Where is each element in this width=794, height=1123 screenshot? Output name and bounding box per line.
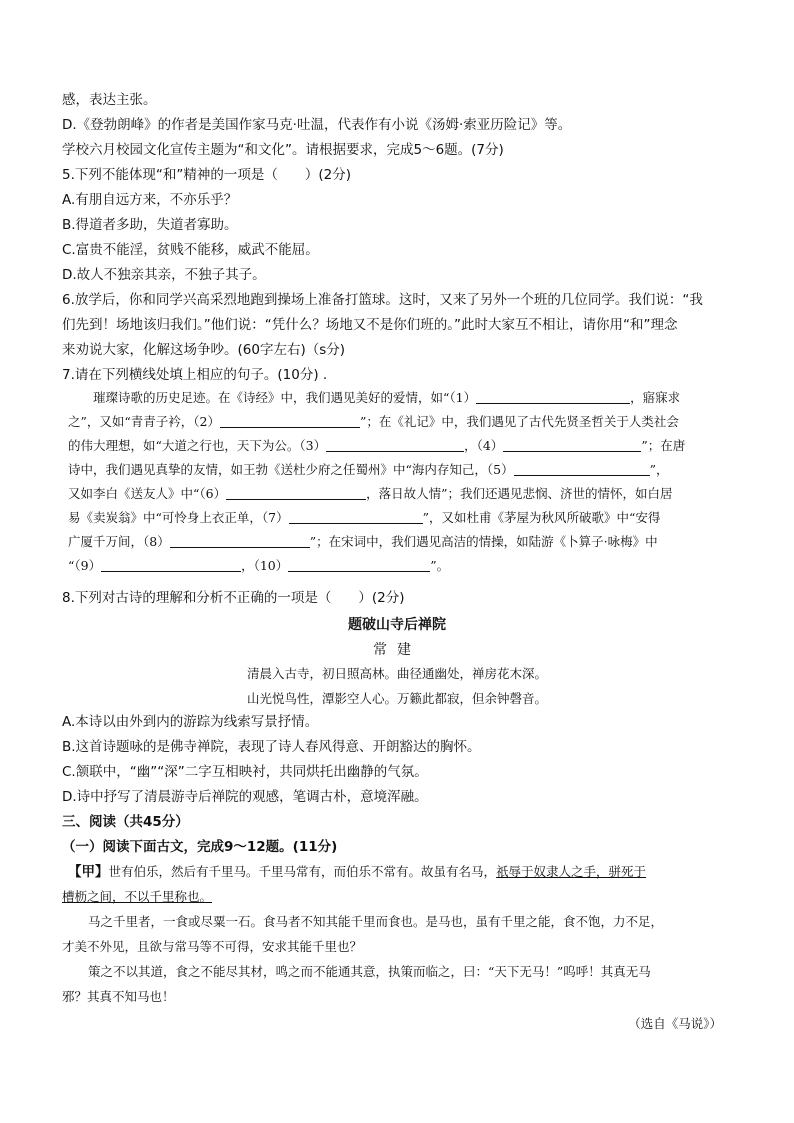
answer-blank-6[interactable]	[226, 485, 366, 500]
passage-text: 之”，又如“青青子衿，（2）	[68, 414, 220, 429]
question-5: 5.下列不能体现“和”精神的一项是（ ）(2分)	[62, 167, 351, 183]
poem-line-1: 清晨入古寺，初日照高林。曲径通幽处，禅房花木深。	[246, 666, 547, 681]
text-line: 感，表达主张。	[62, 92, 157, 108]
passage-text: ”，又如杜甫《茅屋为秋风所破歌》中“安得	[422, 510, 661, 525]
answer-blank-1[interactable]	[476, 389, 630, 404]
passage-text: ，寤寐求	[630, 390, 681, 405]
question-5-option-d: D.故人不独亲其亲，不独子其子。	[62, 267, 266, 283]
passage-text: ”。	[430, 558, 450, 573]
passage-line-6: 邪？其真不知马也！	[62, 989, 175, 1004]
question-6-line-3: 来劝说大家，化解这场争吵。(60字左右)（s分)	[62, 342, 346, 358]
underlined-text: 祇辱于奴隶人之手，骈死于	[496, 864, 647, 879]
answer-blank-9[interactable]	[101, 557, 241, 572]
section-intro: 学校六月校园文化宣传主题为“和文化”。请根据要求，完成5～6题。(7分)	[62, 142, 504, 158]
question-6-line-1: 6.放学后，你和同学兴高采烈地跑到操场上准备打篮球。这时，又来了另外一个班的几位同学。我们说：“我	[62, 292, 703, 308]
passage-line-2	[62, 887, 212, 907]
option-d-previous: D.《登勃朗峰》的作者是美国作家马克·吐温，代表作有小说《汤姆·索亚历险记》等。	[62, 117, 572, 133]
passage-text: 世有伯乐，然后有千里马。千里马常有，而伯乐不常有。故虽有名马，	[108, 864, 497, 879]
question-6-line-2: 们先到！场地该归我们。”他们说：“凭什么？场地又不是你们班的。”此时大家互不相让，请你用“和”理念	[62, 317, 678, 333]
passage-text: 诗中，我们遇见真挚的友情，如王勃《送杜少府之任蜀州》中“海内存知己，（5）	[68, 462, 514, 477]
poem-line-2: 山光悦鸟性，潭影空人心。万籁此都寂，但余钟磬音。	[246, 691, 547, 706]
passage-source: （选自《马说》）	[628, 1016, 722, 1031]
answer-blank-10[interactable]	[288, 557, 430, 572]
passage-text: ”；在宋词中，我们遇见高洁的情操，如陆游《卜算子·咏梅》中	[309, 534, 658, 549]
passage-line-5: 策之不以其道，食之不能尽其材，鸣之而不能通其意，执策而临之，曰：“天下无马！”呜呼！其真无马	[88, 964, 651, 979]
answer-blank-3[interactable]	[326, 437, 464, 452]
passage-text: “（9）	[68, 558, 102, 573]
passage-text: 璀璨诗歌的历史足迹。在《诗经》中，我们遇见美好的爱情，如“（1）	[93, 390, 477, 405]
passage-text: 的伟大理想，如“大道之行也，天下为公。（3）	[68, 438, 327, 453]
question-5-option-a: A.有朋自远方来，不亦乐乎？	[62, 192, 238, 208]
passage-line-1	[68, 862, 646, 882]
passage-text: 易《卖炭翁》中“可怜身上衣正单，（7）	[68, 510, 289, 525]
answer-blank-7[interactable]	[289, 509, 423, 524]
question-5-option-b: B.得道者多助，失道者寡助。	[62, 217, 238, 233]
section-3-subtitle: （一）阅读下面古文，完成9～12题。(11分)	[62, 839, 338, 855]
question-8-option-a: A.本诗以由外到内的游踪为线索写景抒情。	[62, 714, 319, 730]
question-8: 8.下列对古诗的理解和分析不正确的一项是（ ）(2分)	[62, 590, 405, 606]
poem-title: 题破山寺后禅院	[348, 617, 446, 633]
passage-text: 又如李白《送友人》中“（6）	[68, 486, 227, 501]
passage-line-4: 才美不外见，且欲与常马等不可得，安求其能千里也？	[62, 939, 363, 954]
passage-text: ，落日故人情”；我们还遇见悲悯、济世的情怀，如白居	[366, 486, 673, 501]
answer-blank-8[interactable]	[170, 533, 310, 548]
question-8-option-c: C.颔联中，“幽”“深”二字互相映衬，共同烘托出幽静的气氛。	[62, 764, 428, 780]
question-7-passage	[68, 386, 732, 578]
underlined-text: 槽枥之间，不以千里称也。	[62, 889, 213, 904]
passage-text: 广厦千万间，（8）	[68, 534, 170, 549]
answer-blank-4[interactable]	[503, 437, 641, 452]
passage-text: ”；在《礼记》中，我们遇见了古代先贤圣哲关于人类社会	[359, 414, 679, 429]
passage-line-3: 马之千里者，一食或尽粟一石。食马者不知其能千里而食也。是马也，虽有千里之能，食不饱，力不足，	[88, 914, 664, 929]
poem-author: 常建	[373, 642, 421, 658]
passage-text: ，（4）	[464, 438, 504, 453]
question-5-option-c: C.富贵不能淫，贫贱不能移，威武不能屈。	[62, 242, 319, 258]
answer-blank-2[interactable]	[220, 413, 360, 428]
question-7: 7.请在下列横线处填上相应的句子。(10分) .	[62, 367, 328, 383]
passage-text: ，（10）	[241, 558, 289, 573]
section-3-title: 三、阅读（共45分）	[62, 814, 189, 830]
answer-blank-5[interactable]	[514, 461, 650, 476]
passage-tag: 【甲】	[68, 864, 109, 880]
question-8-option-b: B.这首诗题咏的是佛寺禅院，表现了诗人春风得意、开朗豁达的胸怀。	[62, 739, 481, 755]
question-8-option-d: D.诗中抒写了清晨游寺后禅院的观感，笔调古朴，意境浑融。	[62, 789, 428, 805]
passage-text: ”，	[649, 462, 669, 477]
passage-text: ”；在唐	[641, 438, 686, 453]
